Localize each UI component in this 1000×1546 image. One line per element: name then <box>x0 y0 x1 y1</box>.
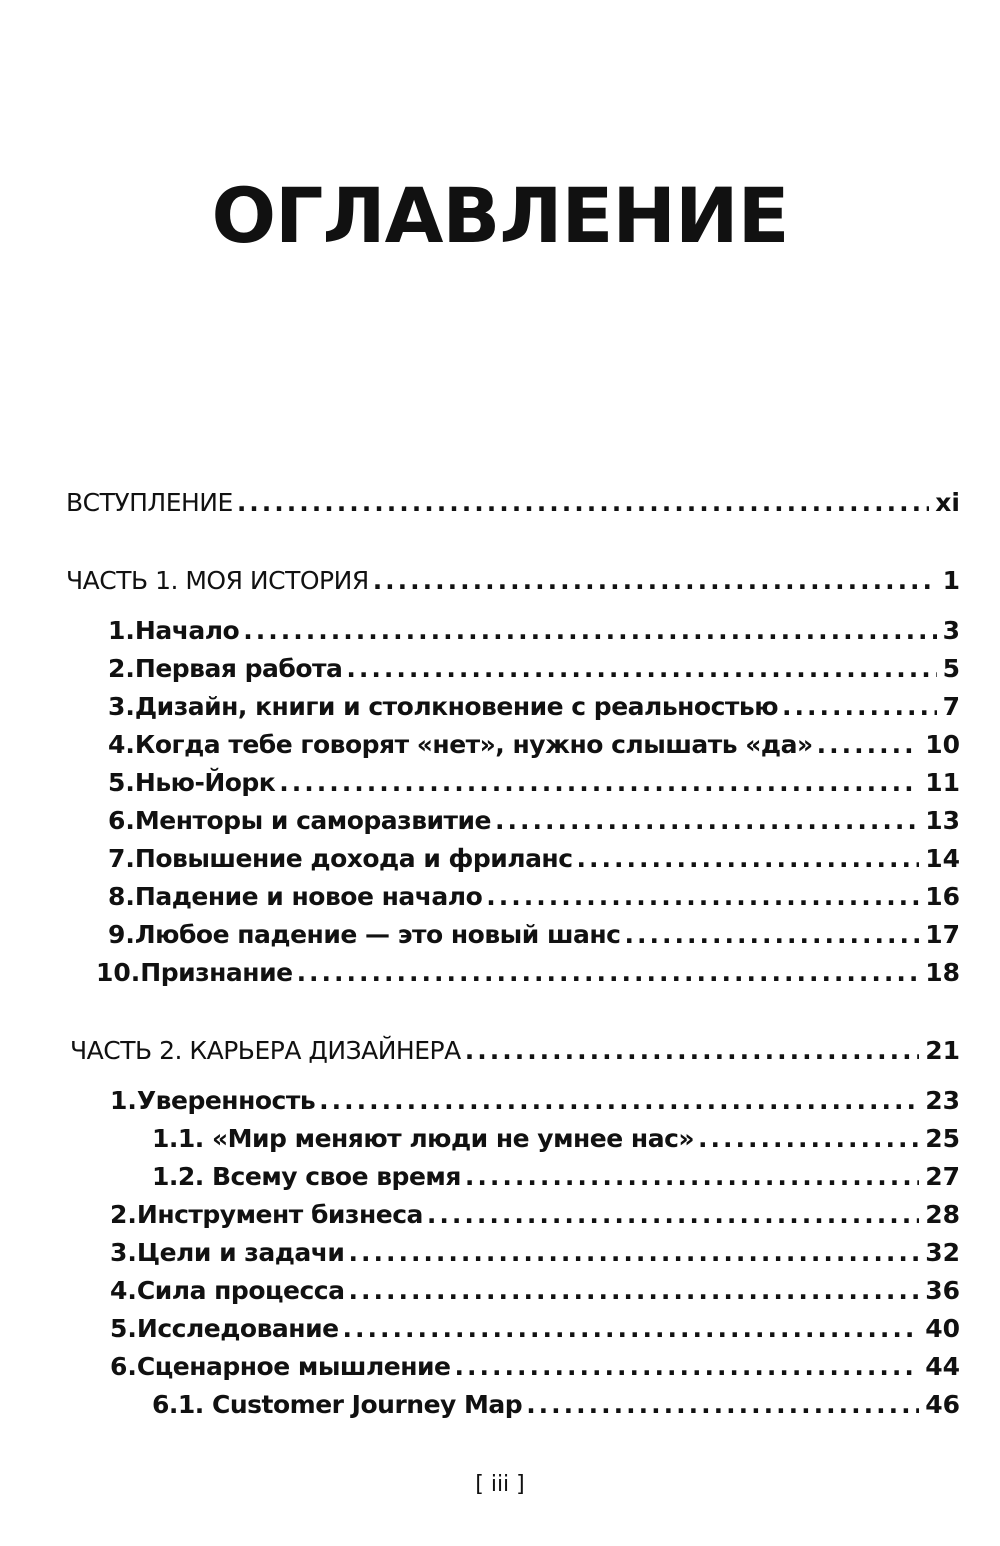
toc-entry-number: 2. <box>110 1200 137 1229</box>
toc-entry-chapter[interactable] <box>108 806 960 836</box>
dot-leader <box>526 1390 919 1420</box>
toc-entry-label: Сила процесса <box>136 1276 345 1305</box>
toc-entry-chapter[interactable] <box>110 1238 960 1268</box>
toc-entry-label: Дизайн, книги и столкновение с реальностью <box>134 692 779 721</box>
toc-entry-page: 1 <box>942 566 960 595</box>
toc-entry-number: 8. <box>108 882 135 911</box>
toc-entry-page: 23 <box>925 1086 960 1115</box>
dot-leader <box>346 654 936 684</box>
toc-entry-chapter[interactable] <box>108 730 960 760</box>
toc-entry-page: 5 <box>942 654 960 683</box>
toc-entry-page: 46 <box>925 1390 960 1419</box>
toc-entry-page: 36 <box>925 1276 960 1305</box>
toc-entry-label: Цели и задачи <box>136 1238 345 1267</box>
dot-leader <box>243 616 936 646</box>
dot-leader <box>297 958 920 988</box>
toc-entry-chapter[interactable] <box>108 768 960 798</box>
toc-entry-label: Когда тебе говорят «нет», нужно слышать «да» <box>134 730 813 759</box>
toc-entry-chapter[interactable] <box>110 1086 960 1116</box>
toc-entry-label: Падение и новое начало <box>134 882 483 911</box>
toc-entry-chapter[interactable] <box>110 1314 960 1344</box>
toc-entry-chapter[interactable] <box>108 654 960 684</box>
toc-entry-number: 1. <box>110 1086 137 1115</box>
toc-entry-chapter[interactable] <box>110 1276 960 1306</box>
toc-entry-number: 6. <box>108 806 135 835</box>
dot-leader <box>455 1352 920 1382</box>
dot-leader <box>782 692 937 722</box>
toc-entry-label: Исследование <box>136 1314 339 1343</box>
toc-entry-number: 1. <box>108 616 135 645</box>
toc-entry-page: 7 <box>942 692 960 721</box>
toc-entry-page: 16 <box>925 882 960 911</box>
dot-leader <box>698 1124 919 1154</box>
toc-entry-number: 2. <box>108 654 135 683</box>
dot-leader <box>817 730 920 760</box>
toc-entry-chapter[interactable] <box>108 920 960 950</box>
dot-leader <box>577 844 920 874</box>
dot-leader <box>486 882 919 912</box>
toc-entry-label: 6.1. Customer Journey Map <box>152 1390 523 1419</box>
toc-entry-page: 25 <box>925 1124 960 1153</box>
toc-entry-number: 6. <box>110 1352 137 1381</box>
toc-entry-chapter[interactable] <box>110 1200 960 1230</box>
toc-entry-chapter[interactable] <box>108 882 960 912</box>
toc-entry-number: 9. <box>108 920 135 949</box>
page-number: [ iii ] <box>475 1472 525 1497</box>
toc-entry-number: 10. <box>96 958 141 987</box>
toc-entry-page: 18 <box>925 958 960 987</box>
toc-entry-label: Любое падение — это новый шанс <box>134 920 621 949</box>
toc-entry-page: 32 <box>925 1238 960 1267</box>
toc-entry-label: Начало <box>134 616 240 645</box>
toc-entry-label: Признание <box>140 958 293 987</box>
toc-entry-label: ЧАСТЬ 2. КАРЬЕРА ДИЗАЙНЕРА <box>70 1036 461 1065</box>
toc-entry-page: 3 <box>942 616 960 645</box>
toc-entry-label: Нью-Йорк <box>134 768 276 797</box>
toc-entry-page: xi <box>935 488 960 517</box>
toc-entry-number: 4. <box>110 1276 137 1305</box>
toc-entry-page: 10 <box>925 730 960 759</box>
toc-entry-number: 7. <box>108 844 135 873</box>
toc-entry-label: 1.1. «Мир меняют люди не умнее нас» <box>152 1124 695 1153</box>
dot-leader <box>465 1036 920 1066</box>
dot-leader <box>495 806 919 836</box>
toc-entry-label: Сценарное мышление <box>136 1352 451 1381</box>
toc-entry-chapter[interactable] <box>108 844 960 874</box>
dot-leader <box>465 1162 919 1192</box>
dot-leader <box>237 488 929 518</box>
toc-entry-page: 14 <box>925 844 960 873</box>
toc-entry-subsection[interactable] <box>152 1390 960 1420</box>
toc-entry-intro[interactable] <box>66 488 960 518</box>
toc-entry-page: 28 <box>925 1200 960 1229</box>
toc-entry-label: Инструмент бизнеса <box>136 1200 423 1229</box>
toc-entry-part-1[interactable] <box>66 566 960 596</box>
toc-entry-label: Повышение дохода и фриланс <box>134 844 573 873</box>
toc-entry-page: 27 <box>925 1162 960 1191</box>
toc-entry-number: 5. <box>108 768 135 797</box>
toc-entry-label: Первая работа <box>134 654 343 683</box>
toc-entry-label: Менторы и саморазвитие <box>134 806 491 835</box>
toc-entry-chapter[interactable] <box>108 616 960 646</box>
dot-leader <box>343 1314 920 1344</box>
toc-entry-label: 1.2. Всему свое время <box>152 1162 461 1191</box>
page-title: ОГЛАВЛЕНИЕ <box>211 171 789 260</box>
toc-entry-chapter[interactable] <box>96 958 960 988</box>
toc-entry-page: 21 <box>925 1036 960 1065</box>
dot-leader <box>348 1238 919 1268</box>
toc-entry-part-2[interactable] <box>70 1036 960 1066</box>
toc-entry-page: 40 <box>925 1314 960 1343</box>
toc-entry-number: 5. <box>110 1314 137 1343</box>
toc-entry-page: 17 <box>925 920 960 949</box>
toc-entry-number: 3. <box>110 1238 137 1267</box>
toc-entry-subsection[interactable] <box>152 1162 960 1192</box>
dot-leader <box>427 1200 919 1230</box>
toc-entry-subsection[interactable] <box>152 1124 960 1154</box>
toc-entry-chapter[interactable] <box>108 692 960 722</box>
dot-leader <box>319 1086 919 1116</box>
dot-leader <box>373 566 937 596</box>
toc-entry-label: Уверенность <box>136 1086 316 1115</box>
toc-entry-number: 4. <box>108 730 135 759</box>
dot-leader <box>349 1276 920 1306</box>
toc-entry-page: 13 <box>925 806 960 835</box>
toc-entry-chapter[interactable] <box>110 1352 960 1382</box>
toc-entry-label: ЧАСТЬ 1. МОЯ ИСТОРИЯ <box>66 566 369 595</box>
dot-leader <box>279 768 919 798</box>
toc-entry-number: 3. <box>108 692 135 721</box>
toc-entry-page: 11 <box>925 768 960 797</box>
dot-leader <box>625 920 920 950</box>
toc-entry-label: ВСТУПЛЕНИЕ <box>66 488 233 517</box>
toc-entry-page: 44 <box>925 1352 960 1381</box>
